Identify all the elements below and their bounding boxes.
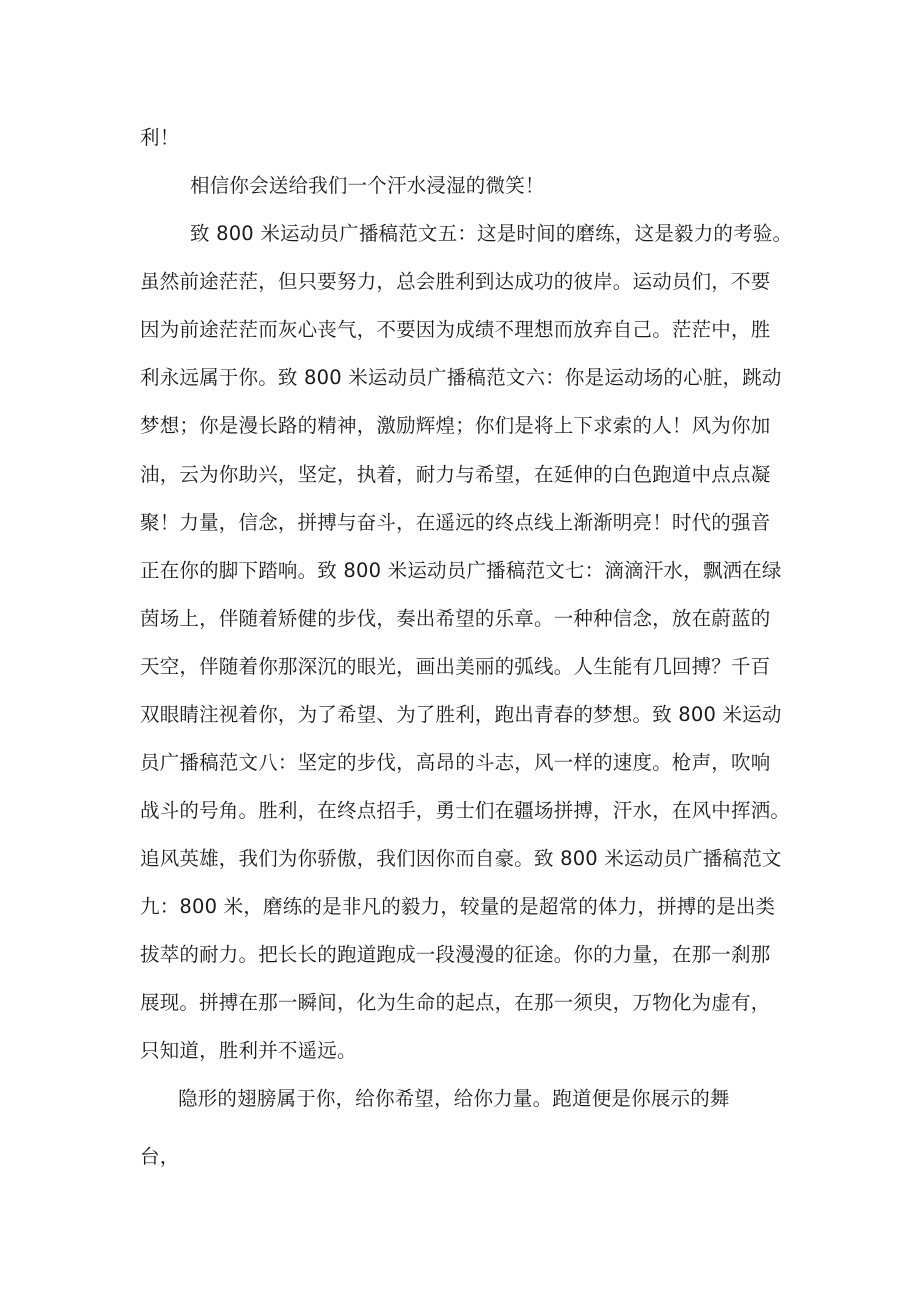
text-line-13: 双眼睛注视着你，为了希望、为了胜利，跑出青春的梦想。致 800 米运动: [140, 703, 782, 726]
text-line-4: 虽然前途茫茫，但只要努力，总会胜利到达成功的彼岸。运动员们，不要: [140, 270, 771, 293]
text-line-12: 天空，伴随着你那深沉的眼光，画出美丽的弧线。人生能有几回搏？千百: [140, 655, 771, 678]
text-line-17: 九：800 米，磨练的是非凡的毅力，较量的是超常的体力，拼搏的是出类: [140, 895, 776, 918]
text-line-15: 战斗的号角。胜利，在终点招手，勇士们在疆场拼搏，汗水，在风中挥洒。: [140, 799, 791, 822]
text-line-18: 拔萃的耐力。把长长的跑道跑成一段漫漫的征途。你的力量，在那一刹那: [140, 943, 771, 966]
text-line-9: 聚！力量，信念，拼搏与奋斗，在遥远的终点线上渐渐明亮！时代的强音: [140, 511, 771, 534]
text-line-20: 只知道，胜利并不遥远。: [140, 1039, 357, 1062]
text-line-21: 隐形的翅膀属于你，给你希望，给你力量。跑道便是你展示的舞: [178, 1087, 730, 1110]
text-line-14: 员广播稿范文八：坚定的步伐，高昂的斗志，风一样的速度。枪声，吹响: [140, 751, 771, 774]
text-line-19: 展现。拼搏在那一瞬间，化为生命的起点，在那一须臾，万物化为虚有，: [140, 991, 771, 1014]
text-line-5: 因为前途茫茫而灰心丧气，不要因为成绩不理想而放弃自己。茫茫中，胜: [140, 318, 771, 341]
text-line-8: 油，云为你助兴，坚定，执着，耐力与希望，在延伸的白色跑道中点点凝: [140, 463, 771, 486]
text-line-16: 追风英雄，我们为你骄傲，我们因你而自豪。致 800 米运动员广播稿范文: [140, 847, 782, 870]
text-line-3: 致 800 米运动员广播稿范文五：这是时间的磨练，这是毅力的考验。: [190, 222, 793, 245]
text-line-11: 茵场上，伴随着矫健的步伐，奏出希望的乐章。一种种信念，放在蔚蓝的: [140, 607, 771, 630]
text-line-6: 利永远属于你。致 800 米运动员广播稿范文六：你是运动场的心脏，跳动: [140, 366, 782, 389]
text-line-1: 利！: [140, 126, 180, 149]
text-line-2: 相信你会送给我们一个汗水浸湿的微笑！: [190, 174, 545, 197]
text-line-10: 正在你的脚下踏响。致 800 米运动员广播稿范文七：滴滴汗水，飘洒在绿: [140, 559, 782, 582]
text-line-22: 台，: [140, 1145, 180, 1168]
text-line-7: 梦想；你是漫长路的精神，激励辉煌；你们是将上下求索的人！风为你加: [140, 414, 771, 437]
